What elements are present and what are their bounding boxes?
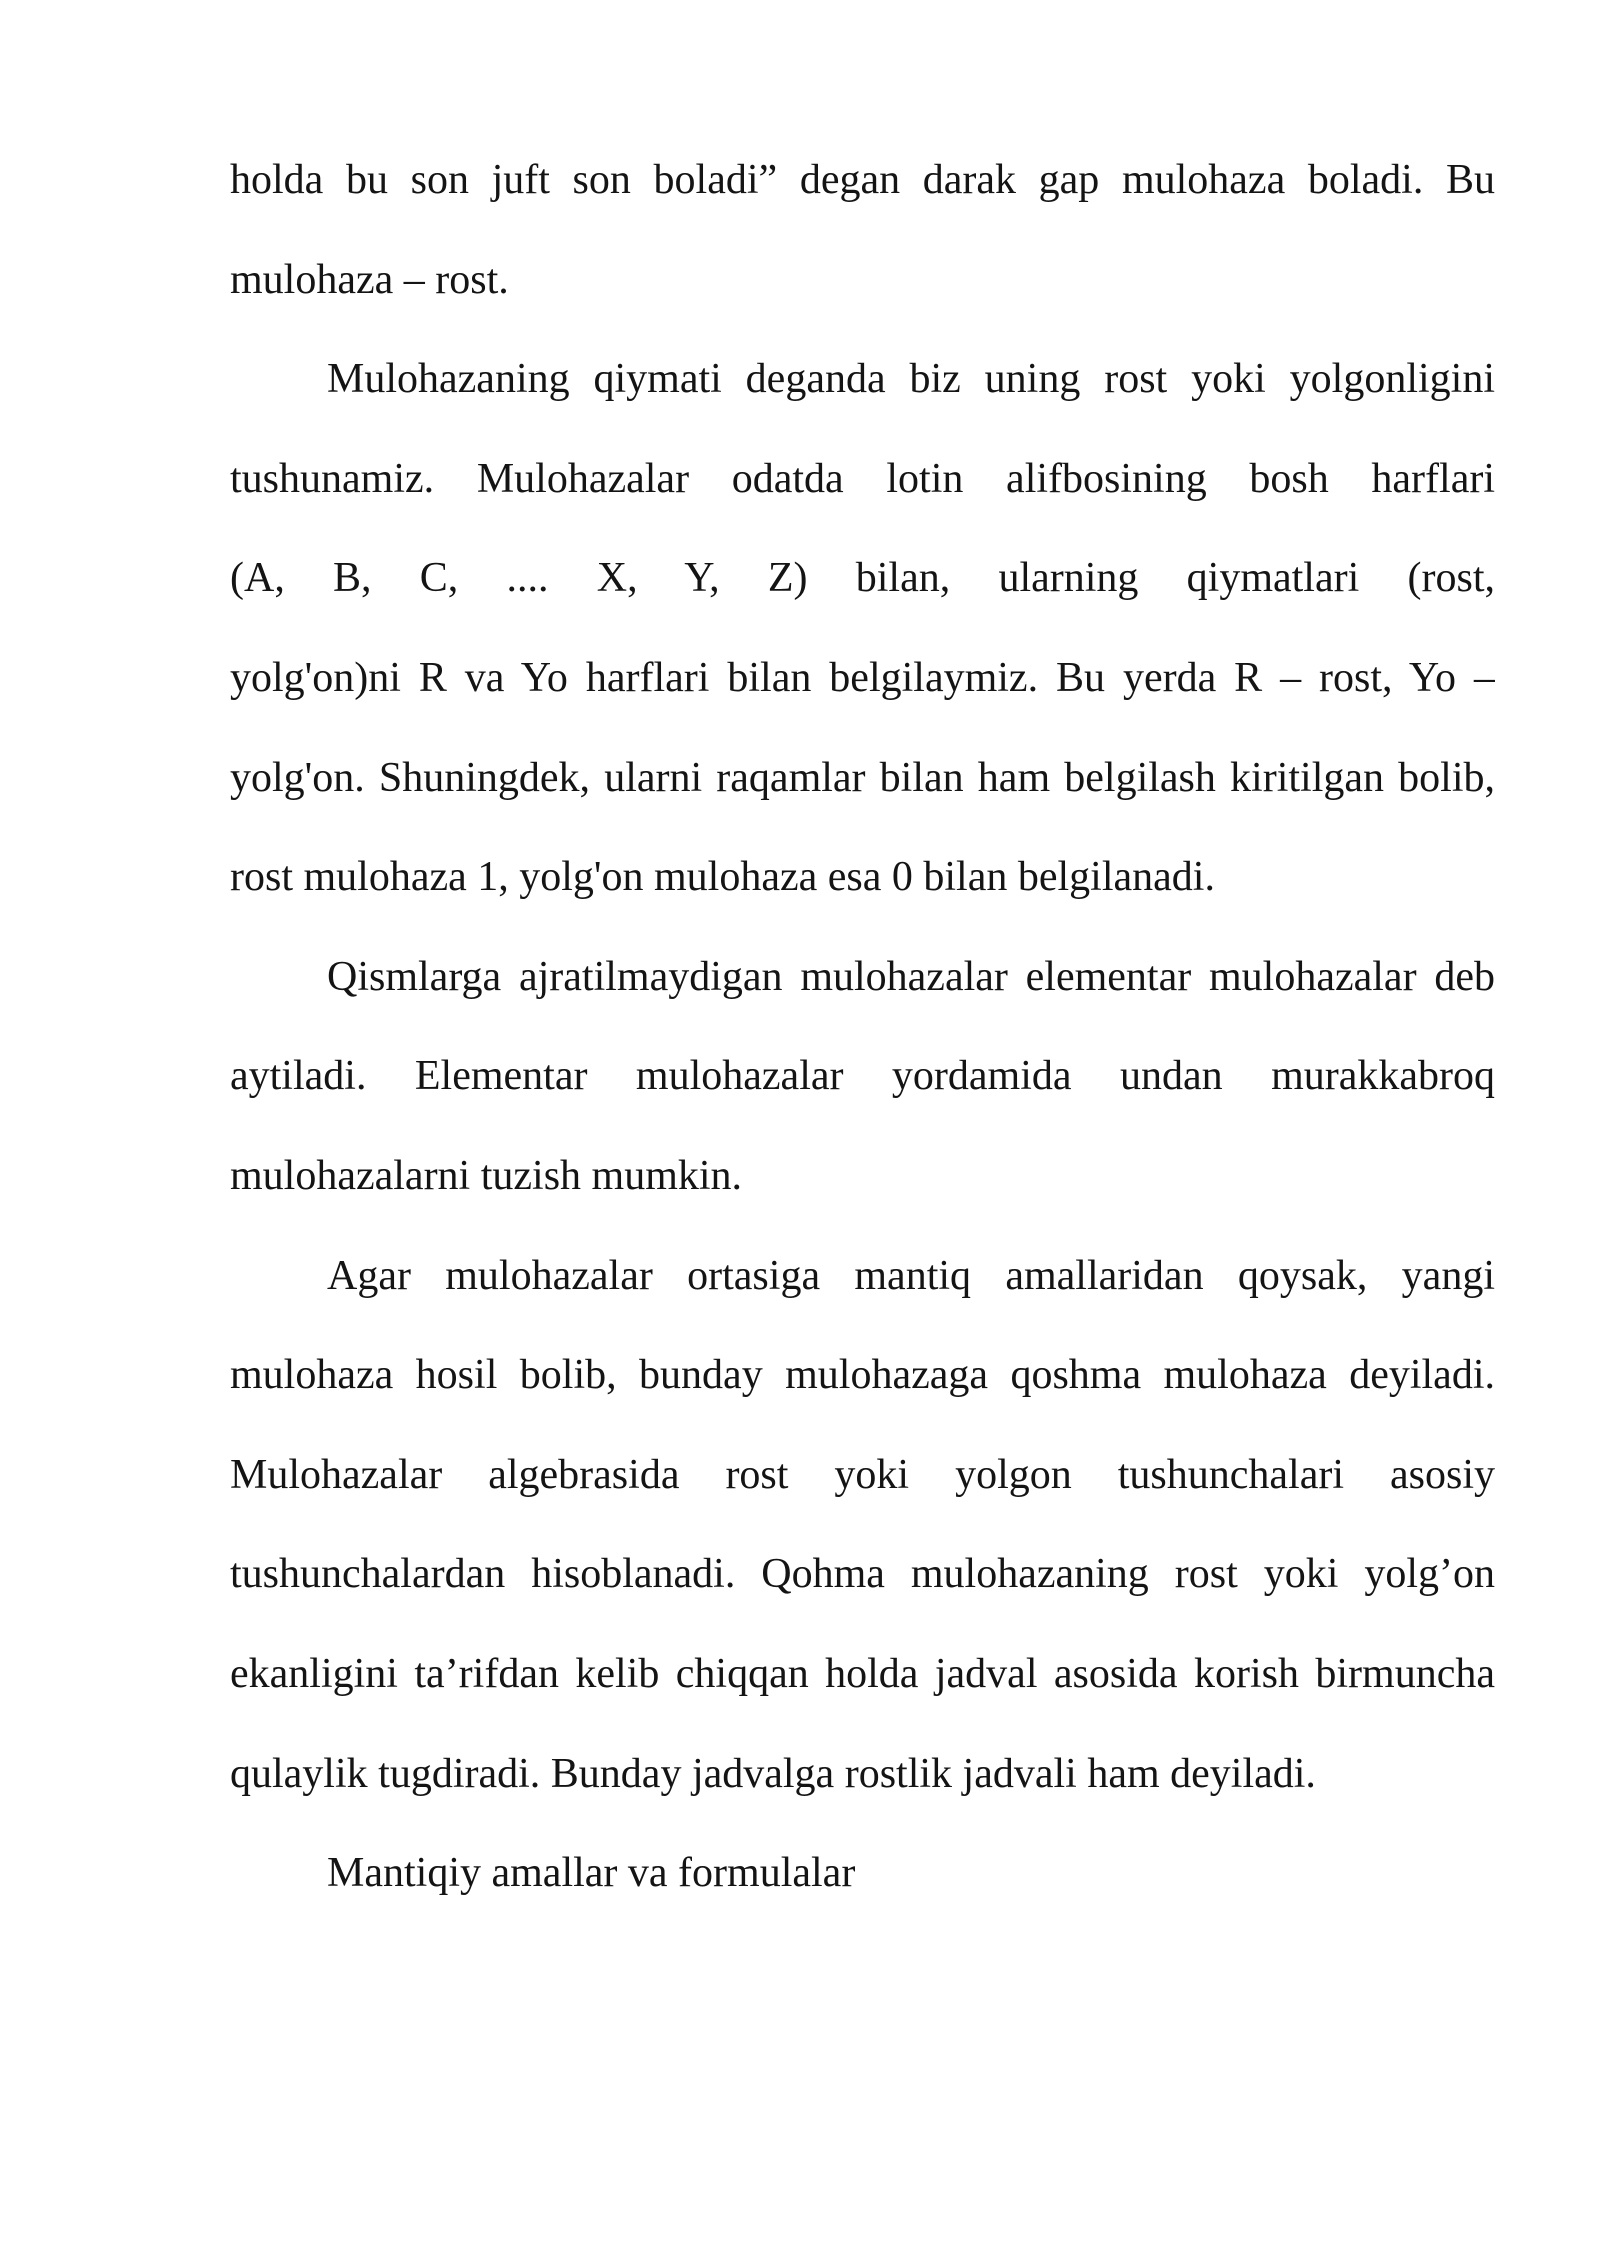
paragraph	[230, 928, 1495, 1227]
paragraph	[230, 1227, 1495, 1825]
text-line: tushunamiz. Mulohazalar odatda lotin alifbosining bosh harflari	[230, 455, 1495, 502]
text-line: qulaylik tugdiradi. Bunday jadvalga rostlik jadvali ham deyiladi.	[230, 1750, 1316, 1797]
text-line: aytiladi. Elementar mulohazalar yordamida undan murakkabroq	[230, 1053, 1495, 1100]
text-line: Mulohazalar algebrasida rost yoki yolgon tushunchalari asosiy	[230, 1451, 1495, 1498]
paragraph	[230, 131, 1495, 330]
text-line: yolg'on)ni R va Yo harflari bilan belgilaymiz. Bu yerda R – rost, Yo –	[230, 654, 1495, 701]
text-line: (A, B, C, .... X, Y, Z) bilan, ularning qiymatlari (rost,	[230, 555, 1495, 602]
text-line: mulohazalarni tuzish mumkin.	[230, 1152, 743, 1199]
text-line: Mulohazaning qiymati deganda biz uning rost yoki yolgonligini	[327, 356, 1495, 403]
paragraph	[230, 330, 1495, 928]
text-line: Mantiqiy amallar va formulalar	[327, 1850, 856, 1897]
text-line: mulohaza hosil bolib, bunday mulohazaga qoshma mulohaza deyiladi.	[230, 1352, 1495, 1399]
section-heading	[230, 1824, 1495, 1924]
text-line: yolg'on. Shuningdek, ularni raqamlar bilan ham belgilash kiritilgan bolib,	[230, 754, 1495, 801]
text-line: holda bu son juft son boladi” degan darak gap mulohaza boladi. Bu	[230, 157, 1495, 203]
document-body	[230, 131, 1495, 1924]
text-line: rost mulohaza 1, yolg'on mulohaza esa 0 bilan belgilanadi.	[230, 854, 1215, 901]
text-line: mulohaza – rost.	[230, 256, 509, 303]
text-line: Agar mulohazalar ortasiga mantiq amallaridan qoysak, yangi	[327, 1252, 1495, 1299]
text-line: ekanligini ta’rifdan kelib chiqqan holda jadval asosida korish birmuncha	[230, 1650, 1495, 1697]
text-line: Qismlarga ajratilmaydigan mulohazalar elementar mulohazalar deb	[327, 953, 1495, 1000]
text-line: tushunchalardan hisoblanadi. Qohma mulohazaning rost yoki yolg’on	[230, 1551, 1495, 1598]
